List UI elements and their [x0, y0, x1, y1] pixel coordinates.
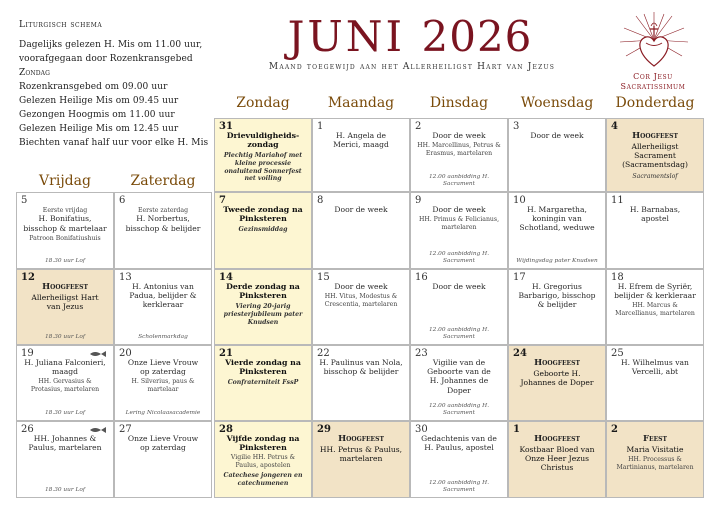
- logo-caption: [603, 72, 703, 92]
- day-number: 16: [415, 272, 428, 283]
- calendar-day-cell: [114, 192, 212, 269]
- calendar-day-cell: [606, 345, 704, 421]
- day-number: 1: [513, 424, 520, 435]
- event-extra: 12.00 aanbidding H. Sacrament: [428, 174, 490, 187]
- saint-name-line: Onze Lieve Vrouw: [127, 358, 199, 367]
- commemoration: Patroon Bonifatiushuis: [29, 234, 101, 242]
- saint-name-line: Gedachtenis van de: [421, 434, 497, 443]
- commemoration: HH. Primus & Felicianus, martelaren: [418, 216, 500, 231]
- fish-icon: [89, 426, 107, 434]
- saint-name-line: H. Norbertus,: [136, 214, 190, 224]
- day-content: [121, 358, 205, 393]
- schema-line: Gezongen Hoogmis om 11.00 uur: [19, 110, 175, 120]
- day-number: 12: [21, 272, 35, 283]
- day-number: 22: [317, 348, 330, 359]
- saint-name-line: H. Antonius van: [132, 282, 194, 291]
- saint-name-line: Merici, maagd: [333, 140, 389, 150]
- calendar-day-cell: [312, 269, 410, 345]
- day-content: [23, 358, 107, 393]
- day-number: 11: [611, 195, 624, 206]
- saint-name-line: (Sacramentsdag): [622, 160, 688, 170]
- calendar-day-cell: [312, 192, 410, 269]
- day-number: 2: [611, 424, 618, 435]
- calendar-day-cell: [214, 118, 312, 192]
- calendar-day-cell: [114, 345, 212, 421]
- saint-name-line: Vijfde zondag na: [226, 434, 300, 443]
- saint-name-line: Door de week: [530, 131, 584, 140]
- commemoration: HH. Vitus, Modestus & Crescentia, martelaren: [324, 293, 398, 308]
- day-content: [319, 434, 403, 463]
- day-number: 13: [119, 272, 132, 283]
- saint-name-line: Vierde zondag na: [225, 358, 301, 367]
- saint-name-line: Johannes de Doper: [520, 378, 594, 388]
- day-content: [319, 205, 403, 214]
- event-extra: Wijdingsdag pater Knudsen: [516, 258, 598, 264]
- saint-name-line: HH. Johannes &: [33, 434, 97, 443]
- saint-name-line: Vigilie van de: [432, 358, 486, 367]
- feast-rank: Hoogfeest: [42, 282, 88, 292]
- event-note: Plechtig Mariahof met kleine processie onaluitend Sonnerfest net voiling: [223, 152, 303, 183]
- saint-name-line: H. Juliana Falconieri,: [24, 358, 106, 367]
- day-number: 10: [513, 195, 526, 206]
- day-content: [515, 131, 599, 140]
- day-content: [23, 282, 107, 311]
- day-content: [515, 205, 599, 233]
- day-number: 3: [513, 121, 520, 132]
- saint-name-line: Vercelli, abt: [631, 367, 679, 377]
- day-number: 18: [611, 272, 624, 283]
- saint-name-line: Pinksteren: [239, 443, 287, 453]
- day-header-wednesday: Woensdag: [520, 95, 594, 111]
- day-header-sunday: Zondag: [236, 95, 290, 111]
- commemoration: HH. Marcus & Marcellianus, martelaren: [615, 302, 695, 317]
- day-header-monday: Maandag: [327, 95, 395, 111]
- calendar-day-cell: [606, 118, 704, 192]
- saint-name-line: Door de week: [432, 282, 486, 291]
- day-content: [221, 358, 305, 387]
- calendar-day-cell: [410, 345, 508, 421]
- day-number: 17: [513, 272, 526, 283]
- day-content: [221, 282, 305, 326]
- day-content: [613, 131, 697, 180]
- calendar-day-cell: [508, 118, 606, 192]
- event-extra: 18.30 uur Lof: [44, 410, 85, 416]
- day-content: [417, 205, 501, 231]
- schema-title: Liturgisch schema: [19, 20, 103, 30]
- day-content: [121, 434, 205, 452]
- saint-name-line: maagd: [52, 367, 78, 377]
- saint-name-line: H. Angela de: [336, 131, 386, 140]
- day-content: [319, 282, 403, 308]
- day-content: [221, 131, 305, 183]
- saint-name-line: bisschop & belijder: [323, 367, 399, 377]
- saint-name-line: Door de week: [334, 205, 388, 214]
- saint-name-line: Doper: [447, 385, 471, 395]
- commemoration: HH. Marcellinus, Petrus & Erasmus, martelaren: [417, 142, 501, 157]
- calendar-day-cell: [508, 345, 606, 421]
- saint-name-line: Barbarigo, bisschop: [518, 291, 596, 301]
- saint-name-line: Pinksteren: [239, 214, 287, 224]
- calendar-day-cell: [508, 192, 606, 269]
- schema-line: Dagelijks gelezen H. Mis om 11.00 uur,: [19, 40, 203, 50]
- day-header-friday: Vrijdag: [39, 173, 91, 189]
- event-note: Sacramentslof: [632, 172, 678, 180]
- day-content: [613, 434, 697, 471]
- day-pre-note: Eerste vrijdag: [42, 207, 88, 214]
- day-content: [515, 358, 599, 387]
- saint-name-line: Tweede zondag na: [223, 205, 303, 214]
- day-number: 2: [415, 121, 422, 132]
- day-content: [515, 434, 599, 473]
- saint-name-line: Door de week: [432, 131, 486, 140]
- day-header-tuesday: Dinsdag: [429, 95, 489, 111]
- saint-name-line: koningin van: [532, 214, 582, 224]
- day-content: [221, 434, 305, 487]
- saint-name-line: Door de week: [334, 282, 388, 291]
- day-content: [417, 282, 501, 291]
- day-number: 14: [219, 272, 233, 283]
- day-content: [319, 131, 403, 149]
- feast-rank: Hoogfeest: [338, 434, 384, 444]
- schema-line: Zondag: [19, 68, 50, 78]
- calendar-day-cell: [606, 192, 704, 269]
- calendar-day-cell: [16, 192, 114, 269]
- calendar-day-cell: [312, 345, 410, 421]
- day-content: [613, 358, 697, 376]
- event-extra: 18.30 uur Lof: [44, 334, 85, 340]
- fish-icon: [89, 350, 107, 358]
- day-number: 20: [119, 348, 132, 359]
- saint-name-line: H. Paulus, apostel: [424, 443, 494, 453]
- day-content: [121, 205, 205, 233]
- day-number: 28: [219, 424, 233, 435]
- saint-name-line: apostel: [641, 214, 669, 224]
- saint-name-line: belijder & kerkleraar: [614, 291, 696, 301]
- event-extra: 18.30 uur Lof: [44, 487, 85, 493]
- saint-name-line: H. Johannes de: [429, 376, 489, 386]
- saint-name-line: H. Margaretha,: [527, 205, 587, 214]
- saint-name-line: martelaren: [339, 454, 383, 464]
- event-extra: 12.00 aanbidding H. Sacrament: [428, 251, 490, 264]
- day-content: [613, 282, 697, 317]
- saint-name-line: Pinksteren: [239, 291, 287, 301]
- saint-name-line: H. Paulinus van Nola,: [319, 358, 403, 367]
- day-content: [417, 434, 501, 452]
- saint-name-line: Onze Heer Jezus: [524, 454, 589, 464]
- day-number: 29: [317, 424, 331, 435]
- saint-name-line: zondag: [247, 140, 279, 150]
- event-extra: 12.00 aanbidding H. Sacrament: [428, 327, 490, 340]
- day-content: [23, 434, 107, 452]
- event-extra: Lering Nicolaasacademie: [125, 410, 201, 416]
- liturgical-schema: [19, 18, 219, 150]
- event-note: Confraterniteit FssP: [227, 379, 299, 387]
- calendar-day-cell: [214, 192, 312, 269]
- saint-name-line: H. Wilhelmus van: [621, 358, 689, 367]
- saint-name-line: Sacrament: [634, 151, 676, 161]
- schema-line: Gelezen Heilige Mis om 12.45 uur: [19, 124, 179, 134]
- calendar-day-cell: [312, 421, 410, 498]
- day-number: 1: [317, 121, 324, 132]
- event-note: Viering 20-jarig priesterjubileum pater Knudsen: [223, 303, 303, 326]
- day-number: 19: [21, 348, 34, 359]
- schema-line: Gelezen Heilige Mis om 09.45 uur: [19, 96, 179, 106]
- day-number: 6: [119, 195, 126, 206]
- saint-name-line: op zaterdag: [140, 443, 186, 453]
- event-note: Gezinsmiddag: [238, 226, 288, 234]
- saint-name-line: kerkleraar: [142, 300, 184, 310]
- calendar-day-cell: [508, 421, 606, 498]
- day-content: [121, 282, 205, 310]
- calendar-day-cell: [114, 269, 212, 345]
- calendar-day-cell: [312, 118, 410, 192]
- calendar-day-cell: [410, 192, 508, 269]
- day-number: 21: [219, 348, 233, 359]
- day-content: [319, 358, 403, 376]
- calendar-day-cell: [606, 421, 704, 498]
- commemoration: Vigilie HH. Petrus & Paulus, apostelen: [230, 454, 296, 469]
- calendar-day-cell: [114, 421, 212, 498]
- saint-name-line: bisschop & martelaar: [23, 223, 107, 233]
- saint-name-line: Geboorte van de: [427, 367, 491, 377]
- feast-rank: Hoogfeest: [632, 131, 678, 141]
- saint-name-line: Pinksteren: [239, 367, 287, 377]
- feast-rank: Hoogfeest: [534, 358, 580, 368]
- day-number: 15: [317, 272, 330, 283]
- day-number: 4: [611, 121, 618, 132]
- logo-caption-line: Cor Jesu: [633, 72, 673, 81]
- day-number: 7: [219, 195, 226, 206]
- month-year: 2026: [421, 12, 533, 61]
- day-pre-note: Eerste zaterdag: [137, 207, 189, 214]
- saint-name-line: Maria Visitatie: [626, 445, 684, 454]
- day-number: 25: [611, 348, 624, 359]
- day-content: [417, 131, 501, 157]
- day-number: 30: [415, 424, 428, 435]
- saint-name-line: Paulus, martelaren: [28, 443, 102, 453]
- event-extra: 12.00 aanbidding H. Sacrament: [428, 403, 490, 416]
- saint-name-line: H. Barnabas,: [629, 205, 681, 214]
- commemoration: H. Silverius, paus & martelaar: [131, 378, 195, 393]
- day-content: [23, 205, 107, 242]
- saint-name-line: Drievuldigheids-: [226, 131, 300, 140]
- saint-name-line: H. Efrem de Syriër,: [617, 282, 693, 291]
- saint-name-line: Geboorte H.: [533, 369, 581, 378]
- month-title: [270, 14, 550, 60]
- saint-name-line: Padua, belijder &: [129, 291, 197, 301]
- calendar-day-cell: [214, 421, 312, 498]
- month-subtitle: Maand toegewijd aan het Allerheiligst Hart van Jezus: [268, 62, 556, 72]
- schema-line: Rozenkransgebed om 09.00 uur: [19, 82, 168, 92]
- day-number: 27: [119, 424, 132, 435]
- feast-rank: Feest: [643, 434, 667, 444]
- event-note: Catechese jongeren en catechumenen: [223, 472, 303, 487]
- day-number: 5: [21, 195, 28, 206]
- day-content: [221, 205, 305, 234]
- day-number: 24: [513, 348, 527, 359]
- day-number: 31: [219, 121, 233, 132]
- day-header-saturday: Zaterdag: [130, 173, 196, 189]
- saint-name-line: bisschop & belijder: [125, 223, 201, 233]
- saint-name-line: Onze Lieve Vrouw: [127, 434, 199, 443]
- logo-caption-line: Sacratissimum: [620, 82, 686, 91]
- calendar-day-cell: [214, 345, 312, 421]
- saint-name-line: Door de week: [432, 205, 486, 214]
- saint-name-line: Derde zondag na: [226, 282, 300, 291]
- event-extra: 12.00 aanbidding H. Sacrament: [428, 480, 490, 493]
- saint-name-line: Allerheiligst Hart: [31, 293, 99, 302]
- schema-line: Biechten vanaf half uur voor elke H. Mis: [19, 138, 209, 148]
- day-number: 9: [415, 195, 422, 206]
- event-extra: Scholenmarkdag: [138, 334, 188, 340]
- calendar-day-cell: [16, 421, 114, 498]
- saint-name-line: & belijder: [537, 300, 577, 310]
- calendar-day-cell: [410, 421, 508, 498]
- schema-line: voorafgegaan door Rozenkransgebed: [19, 54, 193, 64]
- saint-name-line: H. Bonifatius,: [38, 214, 92, 224]
- day-number: 8: [317, 195, 324, 206]
- calendar-day-cell: [16, 269, 114, 345]
- saint-name-line: Schotland, weduwe: [519, 223, 595, 233]
- calendar-day-cell: [508, 269, 606, 345]
- month-name: JUNI: [287, 12, 406, 61]
- day-content: [613, 205, 697, 223]
- saint-name-line: H. Gregorius: [532, 282, 582, 291]
- commemoration: HH. Gervasius & Protasius, martelaren: [30, 378, 100, 393]
- feast-rank: Hoogfeest: [534, 434, 580, 444]
- saint-name-line: op zaterdag: [140, 367, 186, 377]
- calendar-day-cell: [214, 269, 312, 345]
- saint-name-line: HH. Petrus & Paulus,: [319, 445, 403, 454]
- day-header-thursday: Donderdag: [615, 95, 695, 111]
- saint-name-line: Allerheiligst: [631, 142, 679, 151]
- day-number: 23: [415, 348, 428, 359]
- calendar-day-cell: [410, 269, 508, 345]
- commemoration: HH. Processus & Martinianus, martelaren: [616, 456, 694, 471]
- day-number: 26: [21, 424, 34, 435]
- saint-name-line: Kostbaar Bloed van: [519, 445, 595, 454]
- calendar-day-cell: [606, 269, 704, 345]
- saint-name-line: Christus: [540, 463, 574, 473]
- calendar-day-cell: [410, 118, 508, 192]
- day-content: [515, 282, 599, 310]
- calendar-day-cell: [16, 345, 114, 421]
- event-extra: 18.30 uur Lof: [44, 258, 85, 264]
- day-content: [417, 358, 501, 395]
- saint-name-line: van Jezus: [46, 302, 84, 312]
